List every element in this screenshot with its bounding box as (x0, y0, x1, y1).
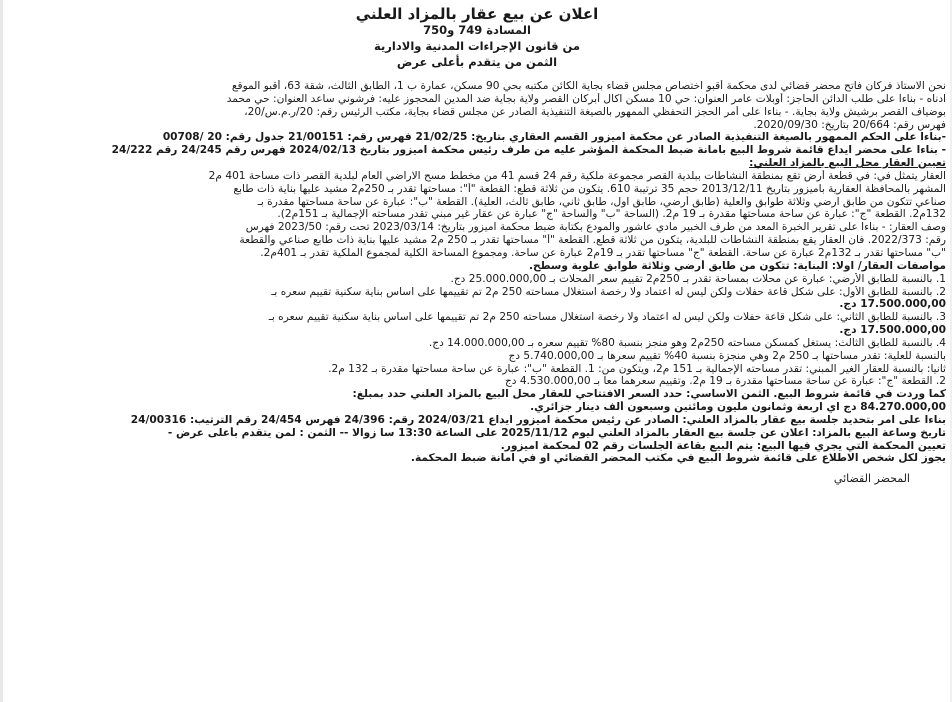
section-heading: تعيين العقار محل البيع بالمزاد العلني: (749, 157, 946, 170)
signature-label: المحضر القضائي (833, 472, 910, 486)
body-line: بالنسبة للعلية: تقدر مساحتها بـ 250 م2 وهي منجزة بنسبة 40% تقييم سعرها بـ 5.740.000,00 دج (508, 349, 946, 362)
body-line: "ب" مساحتها تقدر بـ 132م2 عبارة عن ساحة. القطعة "ج" مساحتها تقدر بـ 19م2 عبارة عن ساحة. ومجموع المساحة الكلية لمجموع الملكية تقدر بـ 401م2. (260, 246, 946, 259)
body-line: العقار يتمثل في: في قطعة أرض تقع بمنطقة النشاطات ببلدية القصر مجموعة ملكية رقم 24 قسم 41 من مخطط مسح الاراضي العام لبلدية القصر ذات مساحة 401 م2 (208, 169, 946, 182)
body-line: وصف العقار: - بناءا على تقرير الخبرة المعد من طرف الخبير مادي عاشور والمودع بكتابة ضبط محكمة اميزور بتاريخ: 2023/03/14 تحت رقم: 2023/50 فهرس (245, 221, 946, 234)
body-line: نحن الاستاذ فركان فاتح محضر قضائي لدى محكمة أقبو اختصاص مجلس قضاء بجاية الكائن مكتبه بحي 90 مسكن، عمارة ب 1، الطابق الثالث، شقة 63، أقبو الموقع (231, 80, 946, 92)
body-line: مواصفات العقار/ اولا: البناية: تتكون من طابق أرضي وثلاثة طوابق علوية وسطح. (528, 259, 946, 272)
notice-header (8, 6, 946, 70)
body-line: بوضياف القصر برشيش ولاية بجاية. - بناءا على أمر الحجز التحفظي الممهور بالصيغة التنفيذية الصادر عن مجلس قضاء بجاية، مكتب الرئيس رقم: 20/ر.م.س/20، (244, 105, 946, 118)
body-line: -بناءا على الحكم الممهور بالصيغة التنفيذية الصادر عن محكمة اميزور القسم العقاري بتاريخ: 21/02/25 فهرس رقم: 21/00151 جدول رقم: 20 /00708 (162, 131, 946, 144)
body-line: 1. بالنسبة للطابق الأرضي: عبارة عن محلات بمساحة تقدر بـ 250م2 تقييم سعر المحلات بـ 25.000.000,00 دج. (450, 272, 946, 285)
law-reference: من قانون الإجراءات المدنية والادارية (374, 39, 580, 53)
notice-body (8, 80, 946, 465)
body-line: تعيين المحكمة التي يجري فيها البيع: يتم البيع بقاعة الجلسات رقم 02 لمحكمة اميزور. (500, 439, 946, 452)
base-price-line: 84.270.000,00 دج اي اربعة وثمانون مليون ومائتين وسبعون ألف دينار جزائري. (530, 401, 946, 414)
body-line: المشهر بالمحافظة العقارية باميزور بتاريخ 2013/12/11 حجم 35 ترتيبة 610. يتكون من ثلاثة قطع: القطعة "أ": مساحتها تقدر بـ 250م2 مشيد عليها بناية ذات طابع (233, 182, 946, 195)
price-line: 17.500.000,00 دج. (839, 298, 946, 311)
sale-date-line: تاريخ وساعة البيع بالمزاد: اعلان عن جلسة بيع العقار بالمزاد العلني ليوم 2025/11/12 على الساعة 13:30 سا زوالا -- الثمن : لمن يتقدم بأعلى عرض - (167, 426, 946, 439)
articles-reference: المسادة 749 و750 (423, 23, 531, 37)
body-line: 4. بالنسبة للطابق الثالث: يستغل كمسكن مساحته 250م2 وهو منجز بنسبة 80% تقييم سعره بـ 14.000.000,00 دج. (428, 336, 946, 349)
price-condition: الثمن من يتقدم بأعلى عرض (396, 55, 558, 69)
body-line: بناءا على امر بتحديد جلسة بيع عقار بالمزاد العلني: الصادر عن رئيس محكمة اميزور ايداع 2024/03/21 رقم: 24/396 فهرس 24/454 رقم الترتيب: 24/00316 (130, 413, 946, 426)
body-line: ادناه - بناءا على طلب الدائن الحاجز: أوبلات عامر العنوان: حي 10 مسكن اكال أبركان القصر ولاية بجاية ضد المدين المحجوز عليه: فرشوني ساعد العنوان: حي محمد (226, 92, 946, 105)
body-line: 2. القطعة "ج": عبارة عن ساحة مساحتها مقدرة بـ 19 م2. وتقييم سعرهما معا بـ 4.530.000,00 دج (504, 375, 946, 388)
body-line: رقم: 2022/373. فان العقار يقع بمنطقة النشاطات للبلدية، يتكون من ثلاثة قطع. القطعة "أ" مساحتها تقدر بـ 250 م2 مشيد عليها بناية ذات طابع صناعي والقطعة (239, 234, 946, 247)
body-line: - بناءا على محضر ايداع قائمة شروط البيع بامانة ضبط المحكمة المؤشر عليه من طرف رئيس محكمة اميزور بتاريخ 2024/02/13 فهرس رقم 24/245 رقم 24/222 (111, 144, 946, 157)
body-line: 2. بالنسبة للطابق الأول: على شكل قاعة حفلات ولكن ليس له اعتماد ولا رخصة استغلال مساحته 250 م2 تم تقييمها على اساس بناية سكنية تقييم سعره بـ (271, 285, 946, 298)
scan-edge-left (0, 0, 3, 702)
body-line: فهرس رقم: 20/664 بتاريخ: 2020/09/30. (753, 118, 946, 131)
price-line: 17.500.000,00 دج. (839, 324, 946, 337)
body-line: يجوز لكل شخص الاطلاع على قائمة شروط البيع في مكتب المحضر القضائي او في امانة ضبط المحكمة. (410, 452, 946, 465)
body-line: ثانيا: بالنسبة للعقار الغير المبني: تقدر مساحته الإجمالية بـ 151 م2، ويتكون من: 1. القطعة "ب": عبارة عن ساحة مساحتها مقدرة بـ 132 م2. (328, 362, 946, 375)
body-line: 3. بالنسبة للطابق الثاني: على شكل قاعة حفلات ولكن ليس له اعتماد ولا رخصة استغلال مساحته 250 م2 تم تقييمها على اساس بناية سكنية تقييم سعره بـ (268, 311, 946, 324)
body-line: صناعي تتكون من طابق ارضي وثلاثة طوابق والعلية (طابق أرضي، طابق اول، طابق ثاني، طابق ثالث، العلية). القطعة "ب": عبارة عن ساحة مساحتها مقدرة بـ (257, 195, 946, 208)
notice-title: اعلان عن بيع عقار بالمزاد العلني (355, 5, 599, 23)
body-line: 132م2. القطعة "ج": عبارة عن ساحة مساحتها مقدرة بـ 19 م2. (الساحة "ب" والساحة "ج" عبارة عن عقار غير مبني تقدر مساحته الإجمالية بـ 151م2). (277, 208, 946, 221)
body-line: كما وردت في قائمة شروط البيع. الثمن الاساسي: حدد السعر الافتتاحي للعقار محل البيع بالمزاد العلني حدد بمبلغ: (352, 388, 946, 401)
